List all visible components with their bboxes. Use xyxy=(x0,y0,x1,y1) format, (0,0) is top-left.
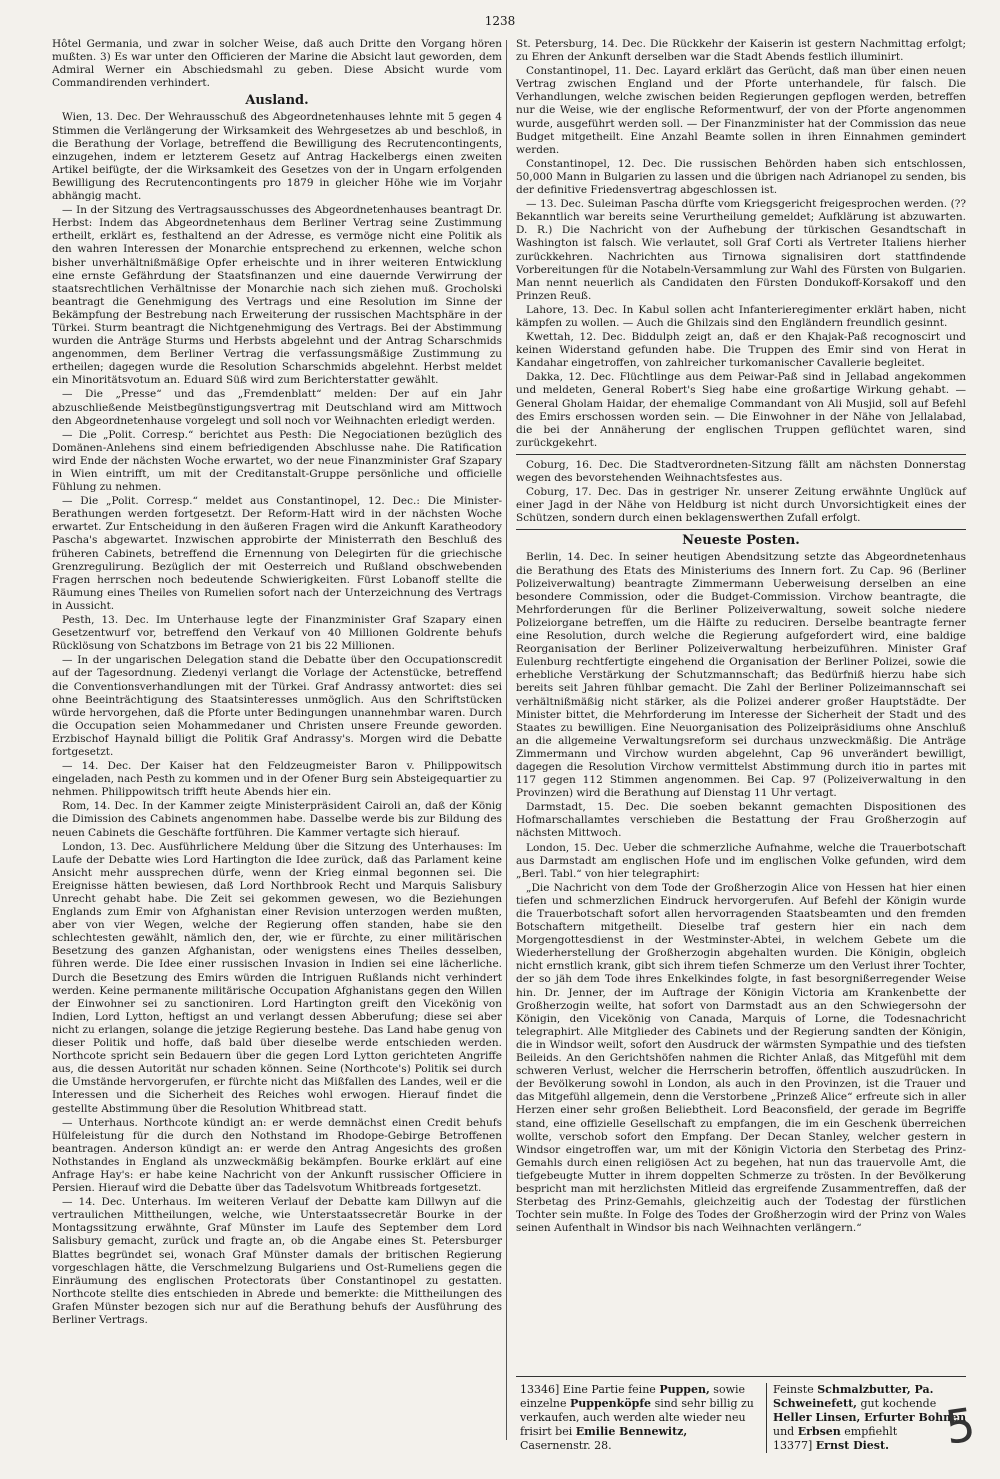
article-coburg-17: Coburg, 17. Dec. Das in gestriger Nr. unserer Zeitung erwähnte Unglück auf einer Jagd in der Nähe von Heldburg ist nicht durch Unvorsichtigkeit eines der Schützen, sondern durch einen beklagenswerthen Zufall erfolgt. xyxy=(516,486,966,525)
article-dakka: Dakka, 12. Dec. Flüchtlinge aus dem Peiwar-Paß sind in Jellabad angekommen und meldeten, General Robert's Sieg habe eine großartige Wirkung gehabt. — General Gholam Haidar, der ehemalige Commandant von Ali Musjid, soll auf Befehl des Emirs erschossen worden sein. — Die Einwohner in der Nähe von Jellalabad, die bei der Annäherung der englischen Truppen geflüchtet waren, sind zurückgekehrt. xyxy=(516,371,966,449)
ad-ref: 13377] xyxy=(773,1439,813,1452)
article-polit-corresp-pesth: — Die „Polit. Corresp.“ berichtet aus Pesth: Die Negociationen bezüglich des Domänen-Anlehens sind einem befriedigenden Abschlusse nahe. Die Ratification wird Ende der nächsten Woche erwartet, wo der neue Finanzminister Graf Szapary in Wien eintrifft, um mit der Creditanstalt-Gruppe persönliche und officielle Fühlung zu nehmen. xyxy=(52,428,502,494)
intro-paragraph: Hôtel Germania, und zwar in solcher Weise, daß auch Dritte den Vorgang hören mußten. 3) Es war unter den Officieren der Marine die Absicht laut geworden, dem Admiral Werner ein Abschiedsmahl zu geben. Diese Absicht wurde vom Commandirenden verhindert. xyxy=(52,38,502,90)
ad-ref: 13346] xyxy=(520,1383,560,1396)
article-lahore: Lahore, 13. Dec. In Kabul sollen acht Infanterieregimenter erklärt haben, nicht kämpfen zu wollen. — Auch die Ghilzais sind den Engländern freundlich gesinnt. xyxy=(516,303,966,329)
article-constantinopel-12: Constantinopel, 12. Dec. Die russischen Behörden haben sich entschlossen, 50,000 Mann in Bulgarien zu lassen und die übrigen nach Adrianopel zu senden, bis der definitive Friedensvertrag abgeschlossen ist. xyxy=(516,157,966,197)
advertisements xyxy=(516,1376,966,1452)
article-polit-corresp-constantinopel: — Die „Polit. Corresp.“ meldet aus Constantinopel, 12. Dec.: Die Minister-Berathungen werden fortgesetzt. Der Reform-Hatt wird in der nächsten Woche erwartet. Zur Entscheidung in den äußeren Fragen wird die Ankunft Karatheodory Pascha's abgewartet. Inzwischen approbirte der Ministerrath den Beschluß des früheren Cabinets, betreffend die Ernennung von Delegirten für die griechische Grenzregulirung. Bezüglich der mit Oesterreich und Rußland obschwebenden Fragen herrschen noch bedeutende Schwierigkeiten. Fürst Lobanoff stellte die Räumung eines Theiles von Rumelien sofort nach der Unterzeichnung des Vertrags in Aussicht. xyxy=(52,495,502,612)
left-column xyxy=(52,38,502,1403)
section-heading-neueste-posten: Neueste Posten. xyxy=(682,533,800,549)
article-wien: Wien, 13. Dec. Der Wehrausschuß des Abgeordnetenhauses lehnte mit 5 gegen 4 Stimmen die Verlängerung der Wirksamkeit des Wehrgesetzes ab und beschloß, in die Berathung der Vorlage, betreffend die Bewilligung des Recrutencontingents, einzugehen, indem er letzterem Gesetz auf Antrag Hackelbergs einen zweiten Artikel beifügte, der die Wirksamkeit des Gesetzes von der in Ungarn erfolgenden Bewilligung des Recrutencontingents pro 1879 in gleicher Höhe wie im Vorjahr abhängig macht. xyxy=(52,111,502,203)
article-delegation: — In der ungarischen Delegation stand die Debatte über den Occupationscredit auf der Tagesordnung. Ziedenyi verlangt die Vorlage der Actenstücke, betreffend die Conventionsverhandlungen mit der Türkei. Graf Andrassy antwortet: dies sei ohne Beeinträchtigung des Staatsinteresses unmöglich. Aus den Schriftstücken würde hervorgehen, daß die Pforte unter Bedingungen unannehmbar waren. Durch die Occupation seien Mohammedaner und Christen unsere Freunde geworden. Erzbischof Haynald billigt die Politik Graf Andrassy's. Morgen wird die Debatte fortgesetzt. xyxy=(52,654,502,758)
column-divider xyxy=(506,40,507,1440)
right-column xyxy=(516,38,966,1235)
article-unterhaus: — Unterhaus. Northcote kündigt an: er werde demnächst einen Credit behufs Hülfeleistung für die durch den Nothstand im Rhodope-Gebirge Betroffenen beantragen. Anderson kündigt an: er werde den Antrag Angesichts des großen Nothstandes in England als unzweckmäßig bekämpfen. Bourke erklärt auf eine Anfrage Hay's: er habe keine Nachricht von der Ankunft russischer Officiere in Persien. Hierauf wird die Debatte über das Tadelsvotum Whitbreads fortgesetzt. xyxy=(52,1116,502,1195)
article-london-15: London, 15. Dec. Ueber die schmerzliche Aufnahme, welche die Trauerbotschaft aus Darmstadt am englischen Hofe und im englischen Volke gefunden, wird dem „Berl. Tabl.“ von hier telegraphirt: xyxy=(516,841,966,880)
article-berlin: Berlin, 14. Dec. In seiner heutigen Abendsitzung setzte das Abgeordnetenhaus die Berathung des Etats des Ministeriums des Innern fort. Zu Cap. 96 (Berliner Polizeiverwaltung) beantragte Zimmermann Ueberweisung derselben an eine besondere Commission, oder die Budget-Commission. Virchow beantragte, die Mehrforderungen für die Berliner Polizeiverwaltung, soweit solche niedere Polizeiorgane betreffen, um die Hälfte zu reduciren. Derselbe beantragte ferner eine Resolution, durch welche die Regierung aufgefordert wird, eine baldige Reorganisation der Berliner Polizeiverwaltung herbeizuführen. Minister Graf Eulenburg rechtfertigte eingehend die Organisation der Berliner Polizei, sowie die erhebliche Verstärkung der Schutzmannschaft; das Bedürfniß hierzu habe sich bereits seit Jahren fühlbar gemacht. Die Zahl der Berliner Polizeimannschaft sei verhältnißmäßig nicht stärker, als die Polizei anderer großer Hauptstädte. Der Minister bittet, die Mehrforderung im Interesse der Sicherheit der Stadt und des Staates zu bewilligen. Eine Neuorganisation des Polizeipräsidiums ohne Anschluß an die allgemeine Verwaltungsreform sei durchaus unzweckmäßig. Die Anträge Zimmermann und Virchow wurden abgelehnt, Cap 96 unverändert bewilligt, dagegen die Resolution Virchow vermittelst Abstimmung durch itio in partes mit 117 gegen 112 Stimmen angenommen. Bei Cap. 97 (Polizeiverwaltung in den Provinzen) wird die Berathung auf Dienstag 11 Uhr vertagt. xyxy=(516,551,966,800)
handwritten-number: 5 xyxy=(942,1397,979,1455)
page-number: 1238 xyxy=(484,14,516,28)
article-unterhaus-14: — 14. Dec. Unterhaus. Im weiteren Verlauf der Debatte kam Dillwyn auf die vertraulichen Mittheilungen, welche, wie Unterstaatssecretär Bourke in der Montagssitzung erwähnte, Graf Münster im Laufe des September dem Lord Salisbury gemacht, zurück und fragte an, ob die Angabe eines St. Petersburger Blattes begründet sei, wonach Graf Münster damals der britischen Regierung vorgeschlagen hätte, die Verschmelzung Bulgariens und Ost-Rumeliens gegen die Einräumung des englischen Protectorats über Constantinopel zu gestatten. Northcote stellte dies entschieden in Abrede und bemerkte: die Mittheilungen des Grafen Münster bezogen sich nur auf die Berathung behufs der Ausführung des Berliner Vertrags. xyxy=(52,1196,502,1326)
rule xyxy=(516,454,966,455)
ad-address: Casernenstr. 28. xyxy=(520,1439,612,1452)
article-constantinopel-11: Constantinopel, 11. Dec. Layard erklärt das Gerücht, daß man über einen neuen Vertrag zwischen England und der Pforte unterhandele, für falsch. Die Verhandlungen, welche zwischen beiden Regierungen gepflogen werden, betreffen nur die Weise, wie der englische Reformentwurf, der von der Pforte angenommen wurde, ausgeführt werden soll. — Der Finanzminister hat der Commission das neue Budget mitgetheilt. Eine Anzahl Beamte sollen in ihren Einnahmen gemindert werden. xyxy=(516,65,966,156)
article-kwettah: Kwettah, 12. Dec. Biddulph zeigt an, daß er den Khajak-Paß recognoscirt und keinen Widerstand gefunden habe. Die Truppen des Emir sind von Herat in Kandahar eingetroffen, von zahlreicher turkomanischer Cavallerie begleitet. xyxy=(516,331,966,370)
article-london-telegram: „Die Nachricht von dem Tode der Großherzogin Alice von Hessen hat hier einen tiefen und schmerzlichen Eindruck hervorgerufen. Auf Befehl der Königin wurde die Trauerbotschaft sofort allen hervorragenden Staatsbeamten und den fremden Botschaftern mitgetheilt. Dieselbe traf gestern hier ein nach dem Morgengottesdienst in der Westminster-Abtei, in welchem Gebete um die Wiederherstellung der Großherzogin abgehalten wurden. Die Königin, obgleich nicht ernstlich krank, gibt sich ihrem tiefen Schmerze um den Verlust ihrer Tochter, der so jäh dem Tode ihres Enkelkindes folgte, in fast besorgnißerregender Weise hin. Dr. Jenner, der im Auftrage der Königin Victoria am Krankenbette der Großherzogin weilte, hat sofort von Darmstadt aus an den Schwiegersohn der Königin, den Vicekönig von Canada, Marquis of Lorne, die Todesnachricht telegraphirt. Alle Mitglieder des Cabinets und der Regierung sandten der Königin, die in Windsor weilt, sofort den Ausdruck der wärmsten Sympathie und des tiefsten Beileids. An den Gerichtshöfen nahmen die Richter Anlaß, das Mitgefühl mit dem schweren Verlust, welcher die Herrscherin betroffen, öffentlich auszudrücken. In der Bevölkerung sowohl in London, als auch in den Provinzen, ist die Trauer und das Mitgefühl allgemein, denn die Verstorbene „Prinzeß Alice“ erfreute sich in aller Herzen einer sehr großen Beliebtheit. Lord Beaconsfield, der gerade im Begriffe stand, eine offizielle Gesellschaft zu empfangen, die im ein Geschenk überreichen wollte, verschob sofort den Empfang. Der Decan Stanley, welcher gestern in Windsor eingetroffen war, um mit der Königin Victoria den Sterbetag des Prinz-Gemahls durch einen religiösen Act zu begehen, hat nun das trauervolle Amt, die tiefgebeugte Mutter in ihrem doppelten Schmerze zu trösten. In der Bevölkerung bespricht man mit herzlichsten Mitleid das ergreifende Zusammentreffen, daß der Sterbetag des Prinz-Gemahls, gleichzeitig auch der Todestag der fürstlichen Tochter sein mußte. In Folge des Todes der Großherzogin wird der Prinz von Wales seinen Aufenthalt in Windsor bis nach Weihnachten verlängern.“ xyxy=(516,881,966,1235)
rule xyxy=(516,529,966,530)
article-st-petersburg: St. Petersburg, 14. Dec. Die Rückkehr der Kaiserin ist gestern Nachmittag erfolgt; zu Ehren der Ankunft derselben war die Stadt Abends festlich illuminirt. xyxy=(516,38,966,64)
article-presse: — Die „Presse“ und das „Fremdenblatt“ melden: Der auf ein Jahr abzuschließende Meistbegünstigungsvertrag mit Deutschland wird am Mittwoch den Abgeordnetenhause vorgelegt und soll noch vor Weihnachten erledigt werden. xyxy=(52,388,502,427)
ad-advertiser-name: Ernst Diest. xyxy=(815,1439,889,1452)
article-constantinopel-13: — 13. Dec. Suleiman Pascha dürfte vom Kriegsgericht freigesprochen werden. (?? Bekanntlich war bereits seine Verurtheilung gemeldet; Aufklärung ist abzuwarten. D. R.) Die Nachricht von der Aufhebung der türkischen Gesandtschaft in Washington ist falsch. Wie verlautet, soll Graf Corti als Vertreter Italiens hierher zurückkehren. Nachrichten aus Tirnowa signalisiren dort stattfindende Vorbereitungen für die Notabeln-Versammlung zur Wahl des Fürsten von Bulgarien. Man nennt neuerlich als Candidaten den Fürsten Dondukoff-Korsakoff und den Prinzen Reuß. xyxy=(516,198,966,302)
article-pesth: Pesth, 13. Dec. Im Unterhause legte der Finanzminister Graf Szapary einen Gesetzentwurf vor, betreffend den Verkauf von 40 Millionen Goldrente behufs Rücklösung von Schatzbons im Betrage von 21 bis 22 Millionen. xyxy=(52,614,502,653)
article-rom: Rom, 14. Dec. In der Kammer zeigte Ministerpräsident Cairoli an, daß der König die Dimission des Cabinets angenommen habe. Dasselbe werde bis zur Bildung des neuen Cabinets die Geschäfte fortführen. Die Kammer vertagte sich hierauf. xyxy=(52,800,502,839)
article-coburg-16: Coburg, 16. Dec. Die Stadtverordneten-Sitzung fällt am nächsten Donnerstag wegen des bevorstehenden Weihnachtsfestes aus. xyxy=(516,458,966,484)
article-london: London, 13. Dec. Ausführlichere Meldung über die Sitzung des Unterhauses: Im Laufe der Debatte wies Lord Hartington die Idee zurück, daß das Parlament keine Ansicht mehr aussprechen dürfe, wenn der Krieg einmal begonnen sei. Die Ereignisse hätten bewiesen, daß Lord Northbrook Recht und Marquis Salisbury Unrecht gehabt habe. Die Zeit sei gekommen gewesen, wo die Beziehungen Englands zum Emir von Afghanistan einer Revision unterzogen werden mußten, aber von vier Wegen, welche der Regierung offen standen, habe sie den schlechtesten gewählt, nämlich den, der, wie er fürchte, zu einer militärischen Besetzung des ganzen Afghanistan, oder wenigstens eines Theiles desselben, führen werde. Die Idee einer russischen Invasion in Indien sei eine lächerliche. Durch die Besetzung des Emirs würden die Intriguen Rußlands nicht verhindert werden. Keine permanente militärische Occupation Afghanistans gegen den Willen der Einwohner sei zu sanctioniren. Lord Hartington greift den Vicekönig von Indien, Lord Lytton, heftigst an und verlangt dessen Abberufung; diese sei aber nicht zu erlangen, solange die jetzige Regierung bestehe. Das Land habe genug von dieser Politik und hoffe, daß bald über dieselbe werde entschieden werden. Northcote spricht sein Bedauern über die gegen Lord Lytton gerichteten Angriffe aus, die dessen Autorität nur schaden können. Seine (Northcote's) Politik sei durch die Umstände hervorgerufen, er fürchte nicht das Mißfallen des Landes, weil er die Interessen und die Sicherheit des Reiches wohl erwogen. Hierauf findet die gestellte Abstimmung über die Resolution Whitbread statt. xyxy=(52,840,502,1115)
section-heading-ausland: Ausland. xyxy=(245,93,309,109)
article-vertragsausschuss: — In der Sitzung des Vertragsausschusses des Abgeordnetenhauses beantragt Dr. Herbst: Indem das Abgeordnetenhaus dem Berliner Vertrag seine Zustimmung ertheilt, erklärt es, festhaltend an der Adresse, es vermöge nicht eine Politik als den wahren Interessen der Monarchie entsprechend zu erkennen, welche schon bisher unverhältnißmäßige Opfer erheischte und in ihrer weiteren Entwicklung eine ernste Gefährdung der Staatsfinanzen und eine dauernde Verwirrung der staatsrechtlichen Verhältnisse der Monarchie nach sich ziehen muß. Grocholski beantragt die Genehmigung des Vertrags und eine Resolution im Sinne der Bekämpfung der Bestrebung nach Erweiterung der russischen Machtsphäre in der Türkei. Sturm beantragt die Nichtgenehmigung des Vertrags. Bei der Abstimmung wurden die Anträge Sturms und Herbsts abgelehnt und der Antrag Scharschmids angenommen, dem Berliner Vertrag die verfassungsmäßige Zustimmung zu ertheilen; dagegen wurde die Resolution Scharschmids abgelehnt. Herbst meldet ein Minoritätsvotum an. Eduard Süß wird zum Berichterstatter gewählt. xyxy=(52,204,502,387)
ad-schmalzbutter: Feinste Schmalzbutter, Pa. Schweinefett, gut kochende Heller Linsen, Erfurter Bohnen und Erbsen empfiehlt 13377] Ernst Diest. xyxy=(766,1383,973,1453)
ad-puppen: 13346] Eine Partie feine Puppen, sowie einzelne Puppenköpfe sind sehr billig zu verkaufen, auch werden alte wieder neu frisirt bei Emilie Bennewitz, Casernenstr. 28. xyxy=(520,1383,754,1452)
article-darmstadt: Darmstadt, 15. Dec. Die soeben bekannt gemachten Dispositionen des Hofmarschallamtes verschieben die Bestattung der Frau Großherzogin auf nächsten Mittwoch. xyxy=(516,801,966,840)
article-kaiser: — 14. Dec. Der Kaiser hat den Feldzeugmeister Baron v. Philippowitsch eingeladen, nach Pesth zu kommen und in der Ofener Burg sein Absteigequartier zu nehmen. Philippowitsch trifft heute Abends hier ein. xyxy=(52,760,502,799)
ad-advertiser-name: Emilie Bennewitz, xyxy=(575,1425,688,1438)
